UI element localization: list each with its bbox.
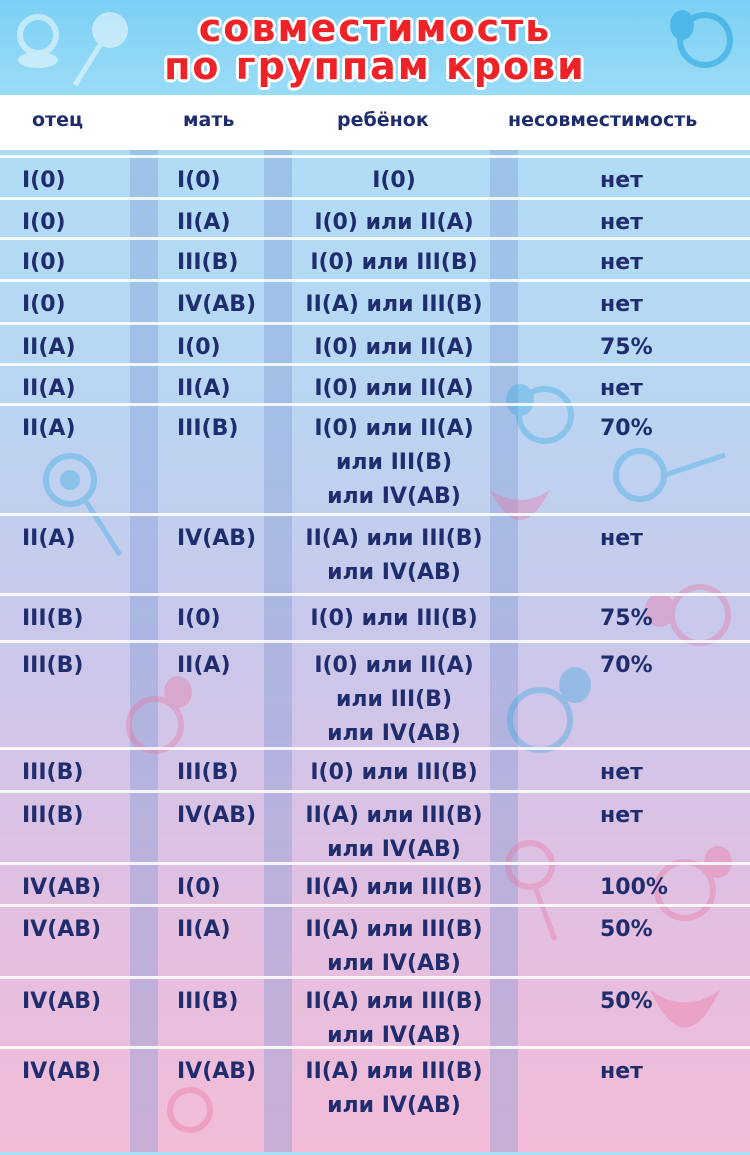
- table-header: [0, 95, 750, 150]
- column-header-incompatibility: несовместимость: [508, 109, 698, 131]
- father-cell: III(B): [22, 653, 84, 678]
- father-cell: I(0): [22, 250, 66, 275]
- column-header-child: ребёнок: [337, 109, 429, 131]
- header-banner: [0, 0, 750, 95]
- table-row: [0, 1046, 750, 1155]
- father-cell: III(B): [22, 803, 84, 828]
- mother-cell: II(A): [177, 210, 231, 235]
- table-row: [0, 155, 750, 200]
- child-cell: II(A) или III(B) или IV(AB): [305, 989, 483, 1048]
- table-row: [0, 593, 750, 643]
- father-cell: I(0): [22, 292, 66, 317]
- child-cell: II(A) или III(B) или IV(AB): [305, 917, 483, 976]
- father-cell: II(A): [22, 335, 76, 360]
- mother-cell: II(A): [177, 376, 231, 401]
- column-header-mother: мать: [183, 109, 235, 131]
- table-row: [0, 862, 750, 907]
- table-row: [0, 790, 750, 865]
- child-cell: I(0): [372, 168, 416, 193]
- mother-cell: I(0): [177, 875, 221, 900]
- column-header-father: отец: [32, 109, 84, 131]
- mother-cell: I(0): [177, 335, 221, 360]
- father-cell: IV(AB): [22, 875, 102, 900]
- incompatibility-cell: 50%: [600, 989, 653, 1014]
- child-cell: II(A) или III(B) или IV(AB): [305, 1059, 483, 1118]
- mother-cell: II(A): [177, 653, 231, 678]
- incompatibility-cell: 50%: [600, 917, 653, 942]
- incompatibility-cell: нет: [600, 210, 643, 235]
- child-cell: II(A) или III(B): [305, 292, 483, 317]
- child-cell: I(0) или II(A): [314, 210, 474, 235]
- page-title: совместимость: [198, 6, 552, 50]
- table-row: [0, 237, 750, 282]
- table-row: [0, 747, 750, 793]
- child-cell: I(0) или III(B): [310, 606, 478, 631]
- child-cell: II(A) или III(B) или IV(AB): [305, 526, 483, 585]
- mother-cell: III(B): [177, 760, 239, 785]
- father-cell: III(B): [22, 606, 84, 631]
- child-cell: I(0) или II(A): [314, 376, 474, 401]
- incompatibility-cell: нет: [600, 376, 643, 401]
- mother-cell: IV(AB): [177, 803, 257, 828]
- table-row: [0, 403, 750, 516]
- father-cell: IV(AB): [22, 989, 102, 1014]
- mother-cell: I(0): [177, 606, 221, 631]
- father-cell: IV(AB): [22, 1059, 102, 1084]
- table-row: [0, 363, 750, 406]
- incompatibility-cell: 70%: [600, 653, 653, 678]
- incompatibility-cell: 75%: [600, 606, 653, 631]
- table-row: [0, 322, 750, 366]
- incompatibility-cell: 75%: [600, 335, 653, 360]
- incompatibility-cell: 100%: [600, 875, 668, 900]
- father-cell: I(0): [22, 210, 66, 235]
- mother-cell: II(A): [177, 917, 231, 942]
- page-subtitle: по группам крови: [164, 44, 586, 88]
- incompatibility-cell: нет: [600, 168, 643, 193]
- table-row: [0, 279, 750, 325]
- father-cell: IV(AB): [22, 917, 102, 942]
- incompatibility-cell: нет: [600, 760, 643, 785]
- father-cell: I(0): [22, 168, 66, 193]
- father-cell: II(A): [22, 526, 76, 551]
- father-cell: III(B): [22, 760, 84, 785]
- incompatibility-cell: нет: [600, 1059, 643, 1084]
- mother-cell: III(B): [177, 989, 239, 1014]
- mother-cell: III(B): [177, 250, 239, 275]
- table-row: [0, 976, 750, 1049]
- mother-cell: III(B): [177, 416, 239, 441]
- child-cell: I(0) или III(B): [310, 760, 478, 785]
- incompatibility-cell: нет: [600, 292, 643, 317]
- child-cell: I(0) или II(A): [314, 335, 474, 360]
- incompatibility-cell: нет: [600, 250, 643, 275]
- table-row: [0, 904, 750, 979]
- table-row: [0, 197, 750, 240]
- table-row: [0, 513, 750, 596]
- child-cell: I(0) или II(A) или III(B) или IV(AB): [314, 653, 474, 746]
- child-cell: I(0) или III(B): [310, 250, 478, 275]
- child-cell: II(A) или III(B): [305, 875, 483, 900]
- incompatibility-cell: 70%: [600, 416, 653, 441]
- mother-cell: IV(AB): [177, 292, 257, 317]
- mother-cell: I(0): [177, 168, 221, 193]
- table-row: [0, 640, 750, 750]
- child-cell: I(0) или II(A) или III(B) или IV(AB): [314, 416, 474, 509]
- incompatibility-cell: нет: [600, 526, 643, 551]
- mother-cell: IV(AB): [177, 526, 257, 551]
- child-cell: II(A) или III(B) или IV(AB): [305, 803, 483, 862]
- mother-cell: IV(AB): [177, 1059, 257, 1084]
- incompatibility-cell: нет: [600, 803, 643, 828]
- father-cell: II(A): [22, 376, 76, 401]
- father-cell: II(A): [22, 416, 76, 441]
